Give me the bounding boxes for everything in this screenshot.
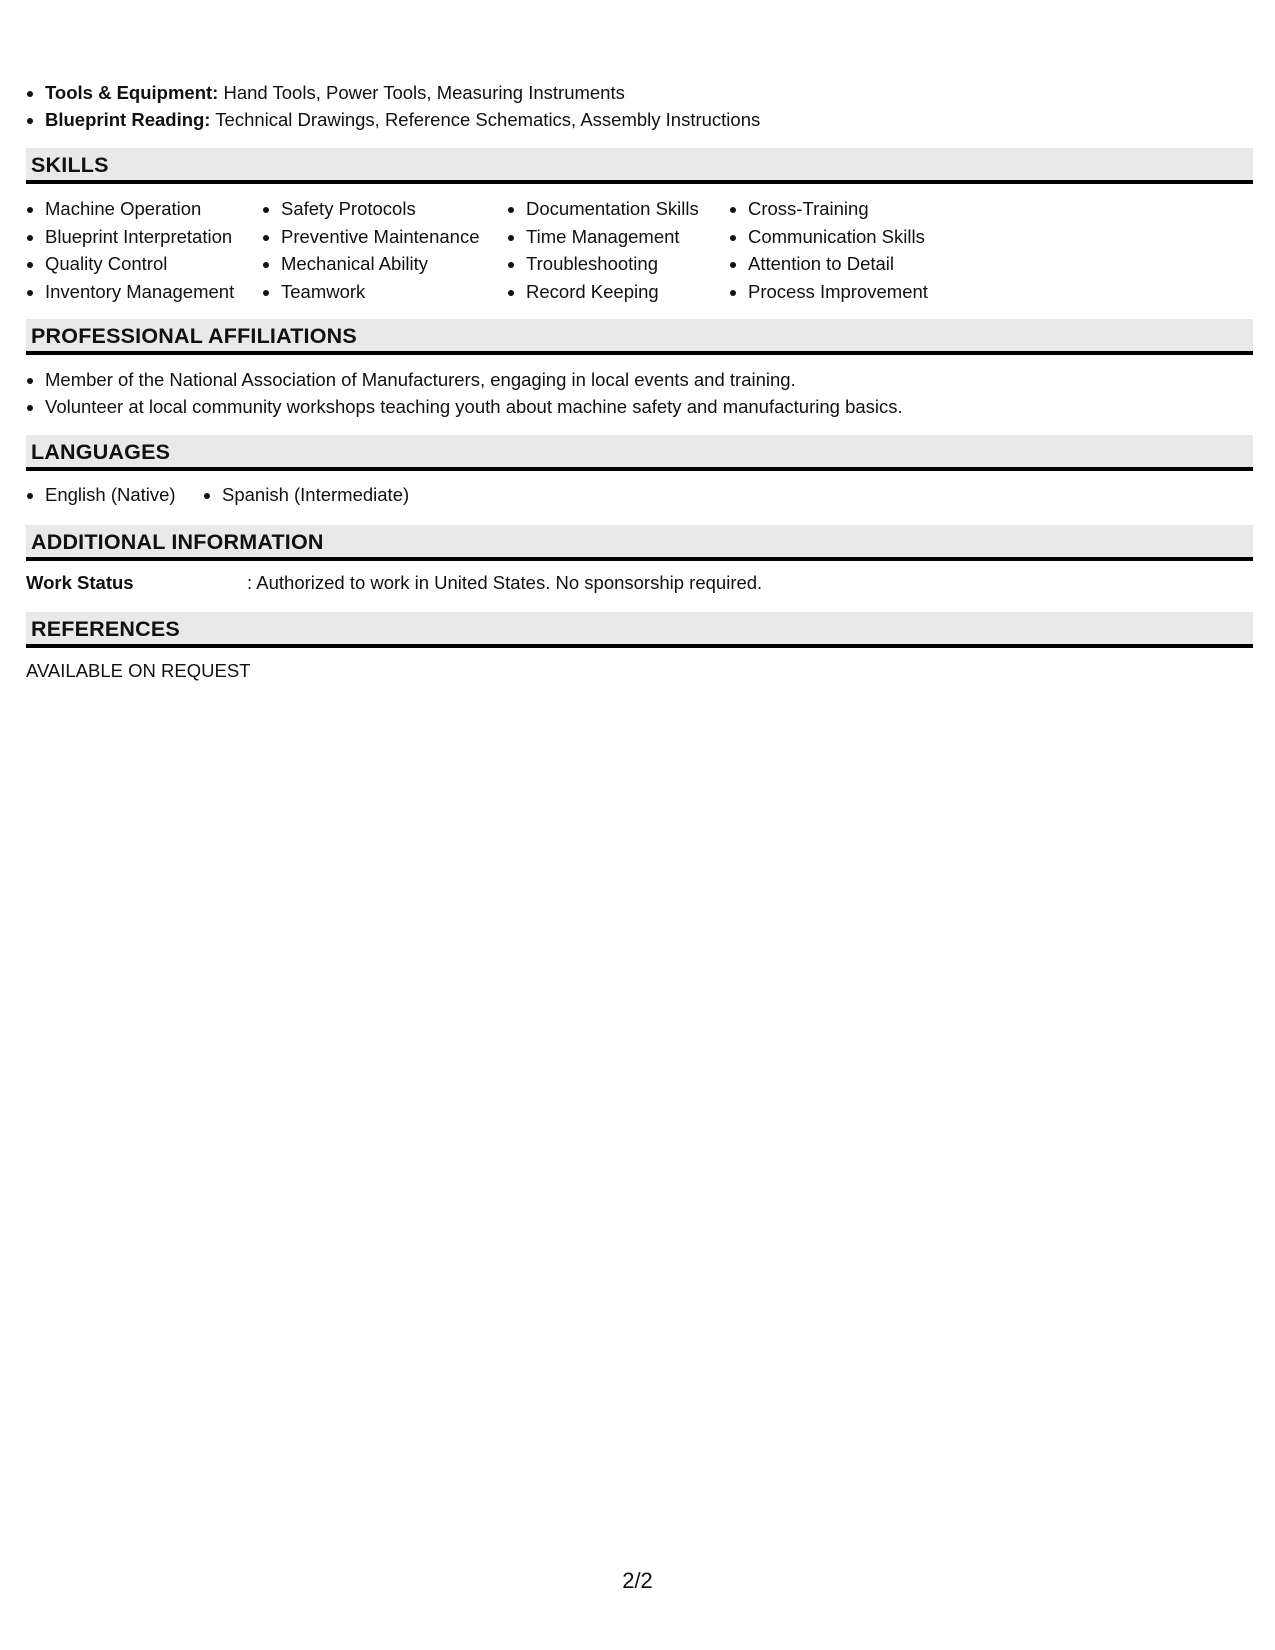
list-item: • Record Keeping <box>526 278 699 306</box>
page-number: 2/2 <box>622 1568 653 1593</box>
section-title: LANGUAGES <box>31 440 171 464</box>
list-item: • Member of the National Association of Manufacturers, engaging in local events and training. <box>45 366 903 393</box>
skills-column <box>26 195 234 305</box>
list-item: • Machine Operation <box>45 195 234 223</box>
item-label: Blueprint Reading: <box>45 109 211 130</box>
references-text: AVAILABLE ON REQUEST <box>26 660 251 681</box>
section-header-additional-information <box>26 525 1253 561</box>
list-item: • Preventive Maintenance <box>281 223 479 251</box>
technical-skills-list <box>26 79 760 133</box>
skills-column <box>507 195 699 305</box>
skills-column <box>262 195 479 305</box>
list-item: • Blueprint Interpretation <box>45 223 234 251</box>
list-item: • Communication Skills <box>748 223 928 251</box>
list-item: • Documentation Skills <box>526 195 699 223</box>
list-item: • Attention to Detail <box>748 250 928 278</box>
work-status-label: Work Status <box>26 572 134 593</box>
work-status-value: : Authorized to work in United States. No sponsorship required. <box>247 572 763 593</box>
section-title: REFERENCES <box>31 617 180 641</box>
section-header-languages <box>26 435 1253 471</box>
list-item <box>45 106 760 133</box>
item-text: Hand Tools, Power Tools, Measuring Instruments <box>218 82 625 103</box>
list-item: • Spanish (Intermediate) <box>222 481 409 508</box>
list-item <box>45 79 760 106</box>
list-item: • English (Native) <box>45 481 176 508</box>
section-title: ADDITIONAL INFORMATION <box>31 530 324 554</box>
list-item: • Safety Protocols <box>281 195 479 223</box>
item-label: Tools & Equipment: <box>45 82 219 103</box>
affiliations-list <box>26 366 903 420</box>
list-item: • Process Improvement <box>748 278 928 306</box>
list-item: • Time Management <box>526 223 699 251</box>
list-item: • Volunteer at local community workshops teaching youth about machine safety and manufacturing basics. <box>45 393 903 420</box>
section-header-skills <box>26 148 1253 184</box>
list-item: • Inventory Management <box>45 278 234 306</box>
section-header-affiliations <box>26 319 1253 355</box>
section-title: PROFESSIONAL AFFILIATIONS <box>31 324 357 348</box>
list-item: • Mechanical Ability <box>281 250 479 278</box>
list-item: • Cross-Training <box>748 195 928 223</box>
list-item: • Troubleshooting <box>526 250 699 278</box>
list-item: • Quality Control <box>45 250 234 278</box>
section-title: SKILLS <box>31 153 109 177</box>
list-item: • Teamwork <box>281 278 479 306</box>
item-text: Technical Drawings, Reference Schematics, Assembly Instructions <box>210 109 761 130</box>
section-header-references <box>26 612 1253 648</box>
skills-column <box>729 195 928 305</box>
